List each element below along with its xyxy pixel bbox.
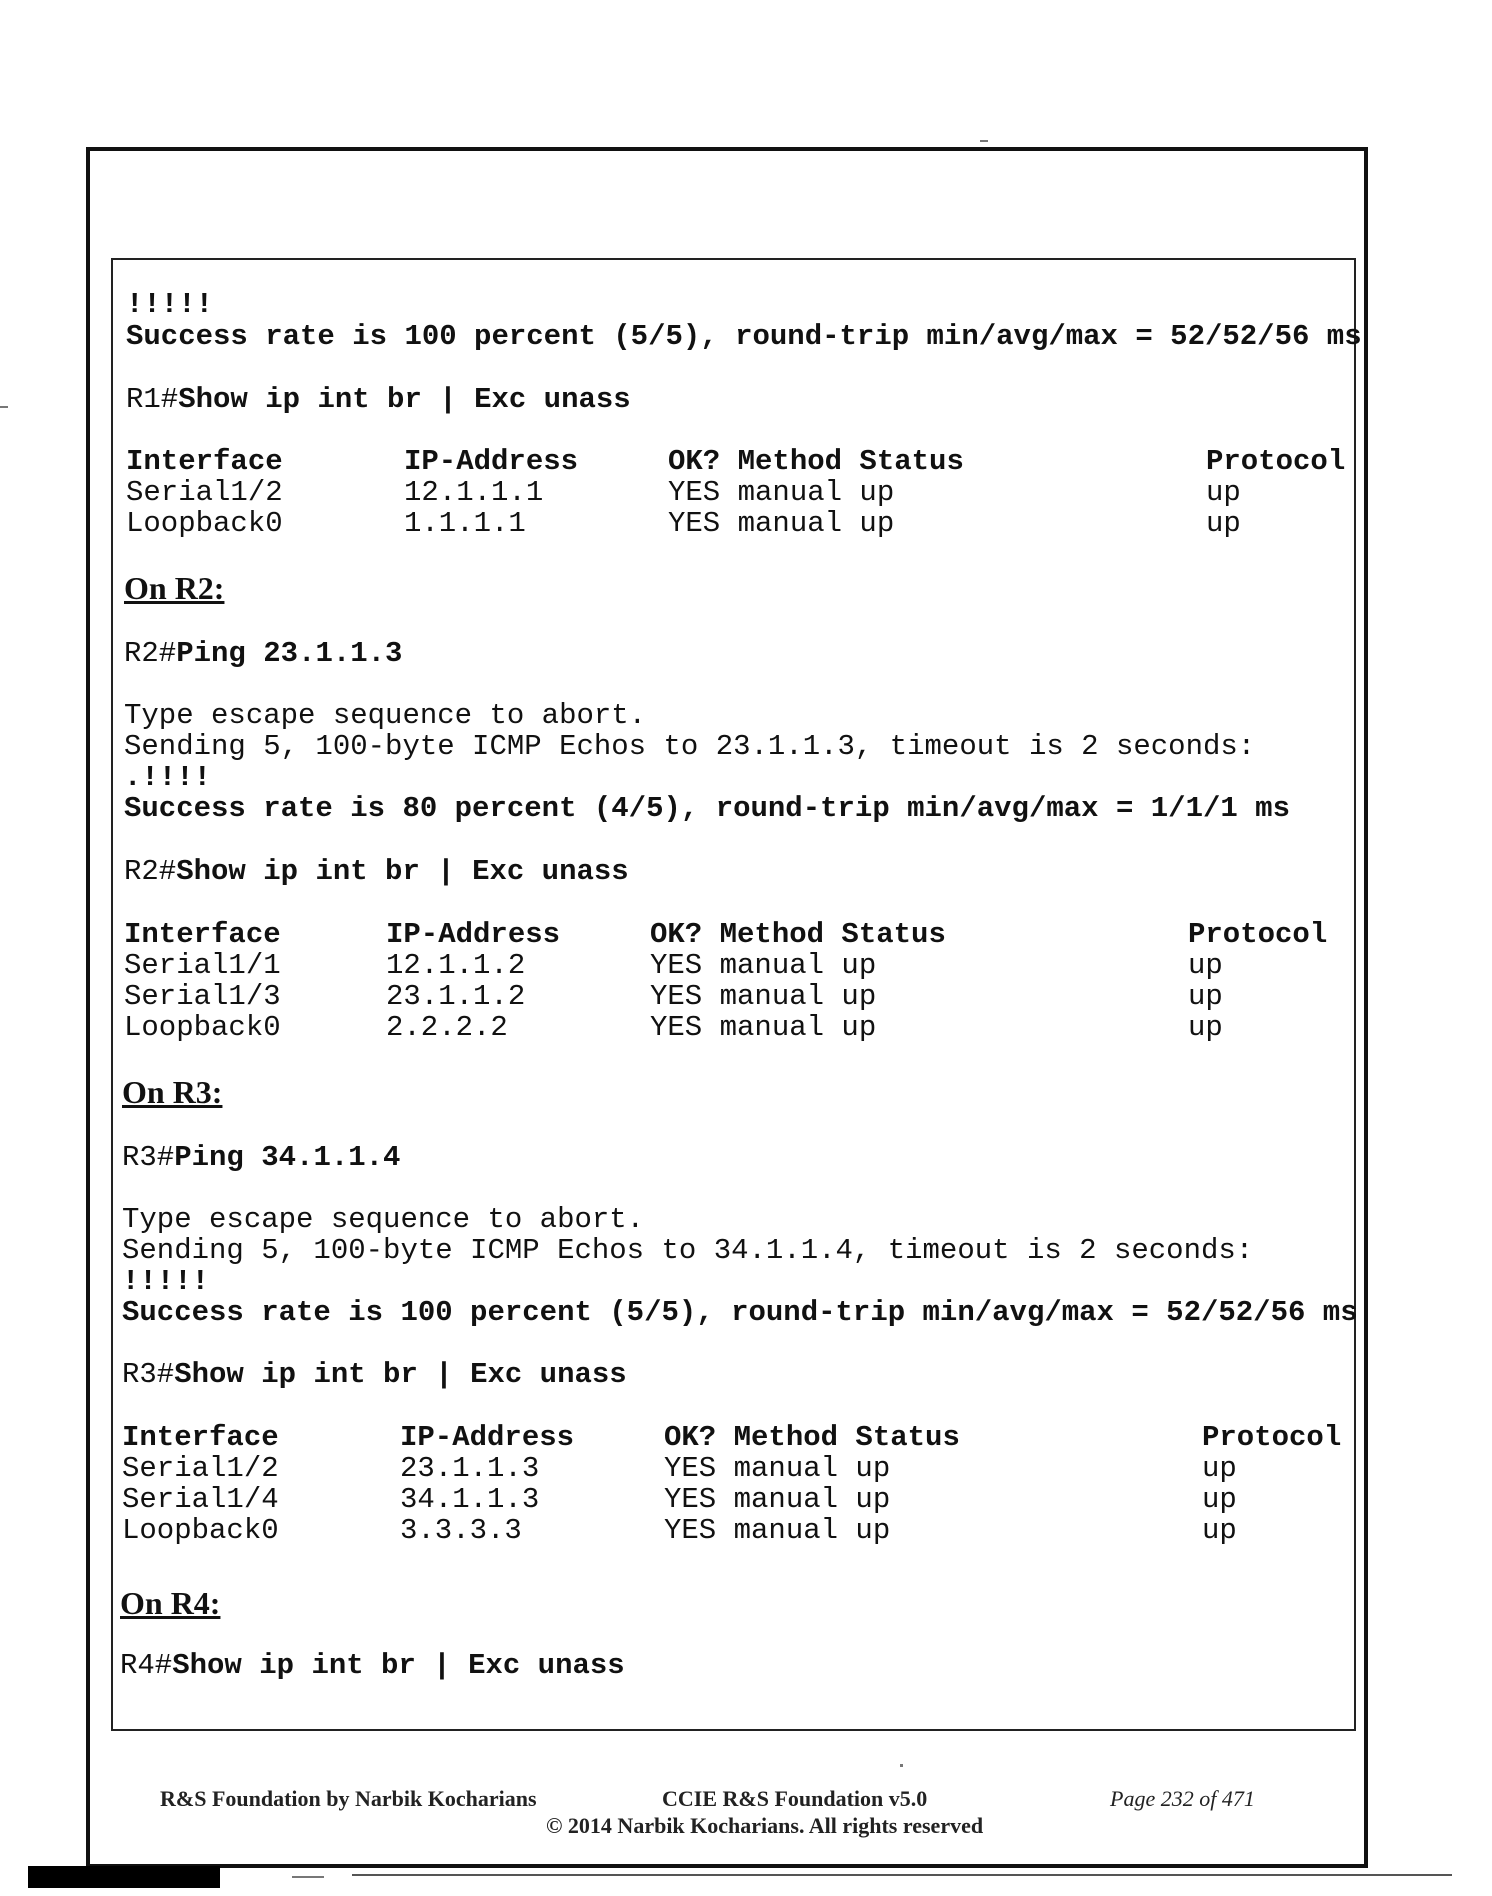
table-cell: 12.1.1.2 [386,949,526,982]
section-heading-r4: On R4: [120,1585,221,1621]
table-cell: up [1206,507,1241,540]
table-cell: up [1202,1452,1237,1485]
command-text: Ping 34.1.1.4 [174,1141,401,1174]
scan-artifact-rule [292,1876,324,1878]
table-cell: Serial1/2 [122,1452,279,1485]
table-cell: up [1202,1514,1237,1547]
table-cell: YES manual up [664,1483,891,1516]
table-cell: Loopback0 [122,1514,279,1547]
prompt: R3# [122,1358,175,1391]
table-cell: Serial1/4 [122,1483,279,1516]
table-cell: 12.1.1.1 [404,476,544,509]
table-cell: 23.1.1.3 [400,1452,540,1485]
table-cell: YES manual up [664,1514,891,1547]
command-line [124,856,629,888]
footer-copyright: © 2014 Narbik Kocharians. All rights reserved [546,1813,984,1838]
prompt: R3# [122,1141,175,1174]
ping-result-bangs: !!!!! [126,288,214,321]
table-header-protocol: Protocol [1206,445,1346,478]
table-cell: 34.1.1.3 [400,1483,540,1516]
table-header-interface: Interface [122,1421,279,1454]
table-header-protocol: Protocol [1188,918,1328,951]
footer-page-number: Page 232 of 471 [1110,1786,1255,1811]
table-cell: up [1188,980,1223,1013]
command-text: Show ip int br | Exc unass [178,383,631,416]
table-header-status: OK? Method Status [650,918,946,951]
command-line [126,384,631,416]
table-cell: Serial1/1 [124,949,281,982]
table-cell: YES manual up [650,949,877,982]
table-cell: up [1188,1011,1223,1044]
table-header-interface: Interface [124,918,281,951]
table-header-interface: Interface [126,445,283,478]
table-cell: 3.3.3.3 [400,1514,522,1547]
command-line [120,1650,625,1682]
table-header-status: OK? Method Status [668,445,964,478]
table-cell: up [1206,476,1241,509]
table-cell: 23.1.1.2 [386,980,526,1013]
scan-speck [980,140,988,142]
command-line [122,1142,400,1174]
output-line: Type escape sequence to abort. [124,699,647,732]
table-cell: YES manual up [650,1011,877,1044]
table-header-status: OK? Method Status [664,1421,960,1454]
command-text: Show ip int br | Exc unass [172,1649,625,1682]
prompt: R2# [124,855,177,888]
scan-artifact-bar [28,1866,220,1888]
table-header-protocol: Protocol [1202,1421,1342,1454]
table-header-ip: IP-Address [404,445,579,478]
table-cell: up [1188,949,1223,982]
footer-left: R&S Foundation by Narbik Kocharians [160,1786,537,1811]
scan-speck [900,1764,903,1767]
prompt: R4# [120,1649,173,1682]
table-cell: YES manual up [650,980,877,1013]
table-cell: YES manual up [668,507,895,540]
command-line [122,1359,627,1391]
table-header-ip: IP-Address [400,1421,575,1454]
table-cell: Loopback0 [124,1011,281,1044]
prompt: R1# [126,383,179,416]
footer-center: CCIE R&S Foundation v5.0 [662,1786,928,1811]
scan-speck [0,406,8,408]
scan-artifact-rule [352,1874,1452,1876]
command-text: Show ip int br | Exc unass [174,1358,627,1391]
table-cell: 1.1.1.1 [404,507,526,540]
table-cell: Loopback0 [126,507,283,540]
command-text: Ping 23.1.1.3 [176,637,403,670]
table-cell: Serial1/2 [126,476,283,509]
table-cell: Serial1/3 [124,980,281,1013]
table-cell: YES manual up [664,1452,891,1485]
ping-result-bangs: !!!!! [122,1265,210,1298]
prompt: R2# [124,637,177,670]
table-cell: YES manual up [668,476,895,509]
ping-success-line: Success rate is 100 percent (5/5), round-trip min/avg/max = 52/52/56 ms [126,320,1362,353]
section-heading-r3: On R3: [122,1074,223,1110]
ping-result-bangs: .!!!! [124,761,212,794]
output-line: Sending 5, 100-byte ICMP Echos to 23.1.1.3, timeout is 2 seconds: [124,730,1256,763]
output-line: Sending 5, 100-byte ICMP Echos to 34.1.1.4, timeout is 2 seconds: [122,1234,1254,1267]
table-header-ip: IP-Address [386,918,561,951]
command-text: Show ip int br | Exc unass [176,855,629,888]
output-line: Type escape sequence to abort. [122,1203,645,1236]
section-heading-r2: On R2: [124,570,225,606]
ping-success-line: Success rate is 100 percent (5/5), round-trip min/avg/max = 52/52/56 ms [122,1296,1358,1329]
table-cell: up [1202,1483,1237,1516]
command-line [124,638,402,670]
ping-success-line: Success rate is 80 percent (4/5), round-trip min/avg/max = 1/1/1 ms [124,792,1290,825]
table-cell: 2.2.2.2 [386,1011,508,1044]
